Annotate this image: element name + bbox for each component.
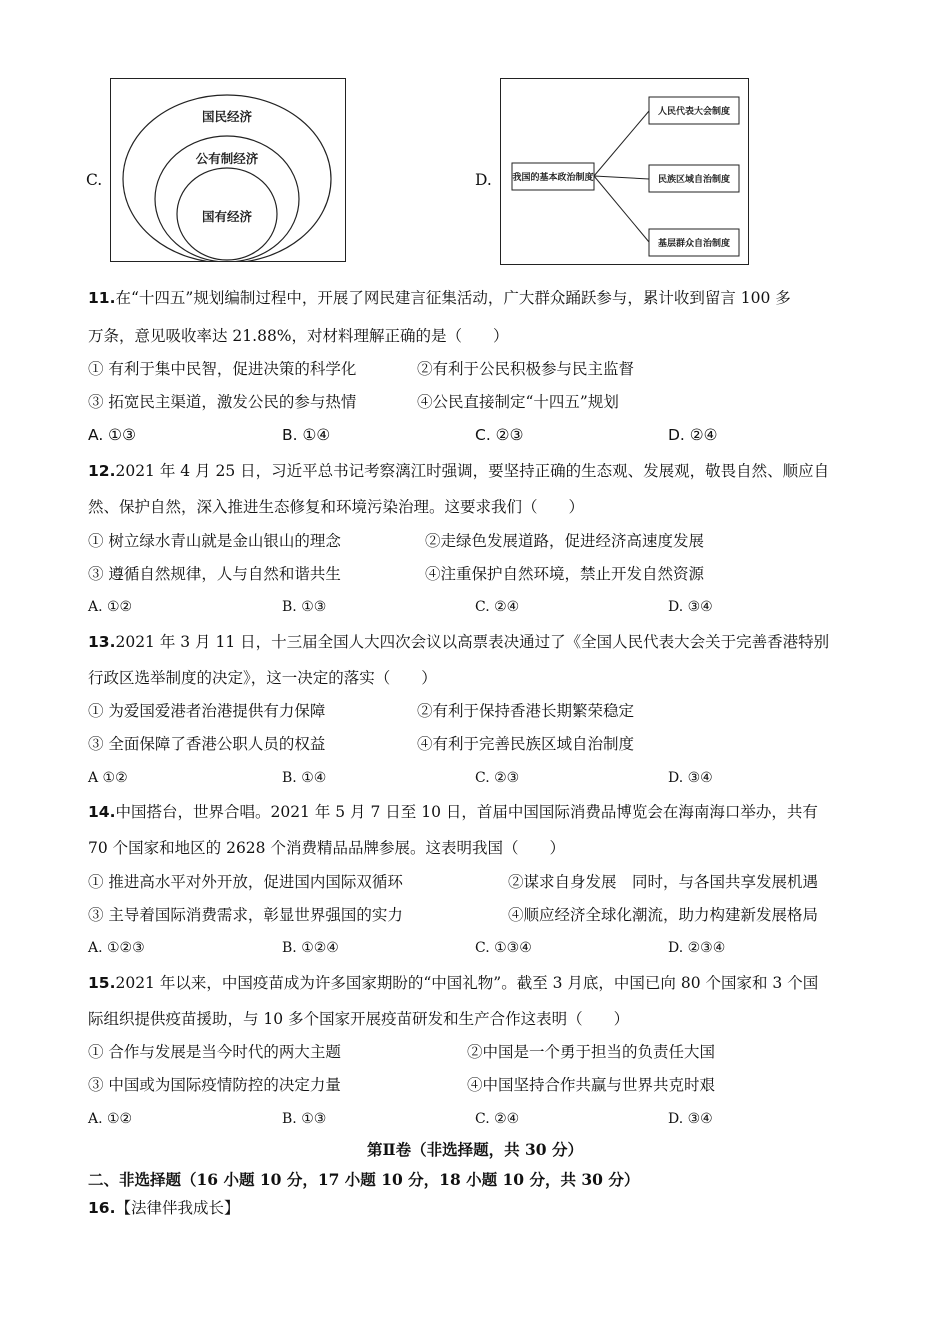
branch-box-1-label: 人民代表大会制度 xyxy=(657,107,731,117)
question-14-stem-line-1 xyxy=(88,802,818,822)
branch-box-3-label: 基层群众自治制度 xyxy=(657,239,731,249)
question-11-stem-line-2: 万条，意见吸收率达 21.88%，对材料理解正确的是（ ） xyxy=(88,327,509,345)
question-13-item-2: ②有利于保持香港长期繁荣稳定 xyxy=(417,702,635,720)
question-13-item-4: ④有利于完善民族区域自治制度 xyxy=(417,735,635,753)
option-d-label: D. xyxy=(475,171,492,189)
question-number: 16. xyxy=(88,1199,116,1217)
stem-text: 在“十四五”规划编制过程中，开展了网民建言征集活动，广大群众踊跃参与，累计收到留言 100 多 xyxy=(115,289,791,307)
figure-d-political-system-tree xyxy=(500,78,749,265)
question-15-choice-b[interactable]: B. ①③ xyxy=(282,1111,327,1127)
question-13-stem-line-2: 行政区选举制度的决定》，这一决定的落实（ ） xyxy=(88,669,437,687)
question-14-choice-b[interactable]: B. ①②④ xyxy=(282,940,339,956)
figure-c-economy-venn xyxy=(110,78,346,262)
branch-line-3 xyxy=(594,176,649,242)
question-12-choice-b[interactable]: B. ①③ xyxy=(282,599,327,615)
question-11-choice-d[interactable]: D. ②④ xyxy=(668,426,718,444)
section-2-heading: 二、非选择题（16 小题 10 分，17 小题 10 分，18 小题 10 分，共 30 分） xyxy=(88,1170,640,1189)
question-11-stem-line-1 xyxy=(88,288,791,308)
question-number: 15. xyxy=(88,974,116,992)
question-13-choice-b[interactable]: B. ①④ xyxy=(282,770,327,786)
question-12-item-3: ③ 遵循自然规律，人与自然和谐共生 xyxy=(88,565,341,583)
question-11-choice-b[interactable]: B. ①④ xyxy=(282,426,331,444)
question-15-item-1: ① 合作与发展是当今时代的两大主题 xyxy=(88,1043,341,1061)
question-12-choice-c[interactable]: C. ②④ xyxy=(475,599,520,615)
question-number: 14. xyxy=(88,803,116,821)
question-12-choice-a[interactable]: A. ①② xyxy=(88,599,133,615)
root-box-label: 我国的基本政治制度 xyxy=(512,173,594,183)
question-15-item-2: ②中国是一个勇于担当的负责任大国 xyxy=(467,1043,716,1061)
question-14-stem-line-2: 70 个国家和地区的 2628 个消费精品品牌参展。这表明我国（ ） xyxy=(88,839,565,857)
stem-text: 中国搭台，世界合唱。2021 年 5 月 7 日至 10 日，首届中国国际消费品博览会在海南海口举办，共有 xyxy=(115,803,818,821)
question-14-choice-a[interactable]: A. ①②③ xyxy=(88,940,145,956)
question-15-choice-d[interactable]: D. ③④ xyxy=(668,1111,713,1127)
nested-circles-diagram xyxy=(111,79,345,261)
question-12-choice-d[interactable]: D. ③④ xyxy=(668,599,713,615)
tree-diagram xyxy=(501,79,748,264)
question-15-choice-a[interactable]: A. ①② xyxy=(88,1111,133,1127)
question-14-item-2: ②谋求自身发展 同时，与各国共享发展机遇 xyxy=(508,873,819,891)
question-14-choice-c[interactable]: C. ①③④ xyxy=(475,940,532,956)
outer-circle-label: 国民经济 xyxy=(201,109,253,124)
stem-text: 2021 年以来，中国疫苗成为许多国家期盼的“中国礼物”。截至 3 月底，中国已向 80 个国家和 3 个国 xyxy=(115,974,819,992)
question-15-stem-line-1 xyxy=(88,973,818,993)
question-13-choice-c[interactable]: C. ②③ xyxy=(475,770,520,786)
question-12-item-4: ④注重保护自然环境，禁止开发自然资源 xyxy=(425,565,705,583)
stem-text: 2021 年 4 月 25 日，习近平总书记考察漓江时强调，要坚持正确的生态观、发展观，敬畏自然、顺应自 xyxy=(115,462,830,480)
question-16-title: 【法律伴我成长】 xyxy=(115,1199,240,1217)
question-16-heading xyxy=(88,1198,239,1218)
stem-text: 2021 年 3 月 11 日，十三届全国人大四次会议以高票表决通过了《全国人民代表大会关于完善香港特别 xyxy=(115,633,830,651)
question-15-stem-line-2: 际组织提供疫苗援助，与 10 多个国家开展疫苗研发和生产合作这表明（ ） xyxy=(88,1010,630,1028)
question-number: 11. xyxy=(88,289,116,307)
middle-circle-label: 公有制经济 xyxy=(195,151,259,166)
question-11-choice-c[interactable]: C. ②③ xyxy=(475,426,524,444)
question-13-item-3: ③ 全面保障了香港公职人员的权益 xyxy=(88,735,326,753)
question-number: 13. xyxy=(88,633,116,651)
question-15-item-4: ④中国坚持合作共赢与世界共克时艰 xyxy=(467,1076,716,1094)
question-14-choice-d[interactable]: D. ②③④ xyxy=(668,940,726,956)
question-13-stem-line-1 xyxy=(88,632,829,652)
question-13-item-1: ① 为爱国爱港者治港提供有力保障 xyxy=(88,702,326,720)
question-11-choice-a[interactable]: A. ①③ xyxy=(88,426,136,444)
question-14-item-3: ③ 主导着国际消费需求，彰显世界强国的实力 xyxy=(88,906,403,924)
branch-line-1 xyxy=(594,111,649,176)
inner-circle-label: 国有经济 xyxy=(201,209,253,224)
option-c-label: C. xyxy=(86,171,103,189)
question-12-stem-line-2: 然、保护自然，深入推进生态修复和环境污染治理。这要求我们（ ） xyxy=(88,498,585,516)
question-number: 12. xyxy=(88,462,116,480)
question-12-stem-line-1 xyxy=(88,461,829,481)
question-15-item-3: ③ 中国或为国际疫情防控的决定力量 xyxy=(88,1076,341,1094)
branch-box-2-label: 民族区域自治制度 xyxy=(657,175,731,185)
question-11-item-4: ④公民直接制定“十四五”规划 xyxy=(417,393,619,411)
section-2-title: 第Ⅱ卷（非选择题，共 30 分） xyxy=(367,1140,583,1159)
question-14-item-1: ① 推进高水平对外开放，促进国内国际双循环 xyxy=(88,873,403,891)
question-15-choice-c[interactable]: C. ②④ xyxy=(475,1111,520,1127)
question-11-item-2: ②有利于公民积极参与民主监督 xyxy=(417,360,635,378)
question-11-item-1: ① 有利于集中民智，促进决策的科学化 xyxy=(88,360,357,378)
question-12-item-2: ②走绿色发展道路，促进经济高速度发展 xyxy=(425,532,705,550)
question-14-item-4: ④顺应经济全球化潮流，助力构建新发展格局 xyxy=(508,906,819,924)
question-13-choice-a[interactable]: A ①② xyxy=(88,770,128,786)
question-13-choice-d[interactable]: D. ③④ xyxy=(668,770,713,786)
question-12-item-1: ① 树立绿水青山就是金山银山的理念 xyxy=(88,532,341,550)
branch-line-2 xyxy=(594,176,649,179)
question-11-item-3: ③ 拓宽民主渠道，激发公民的参与热情 xyxy=(88,393,357,411)
